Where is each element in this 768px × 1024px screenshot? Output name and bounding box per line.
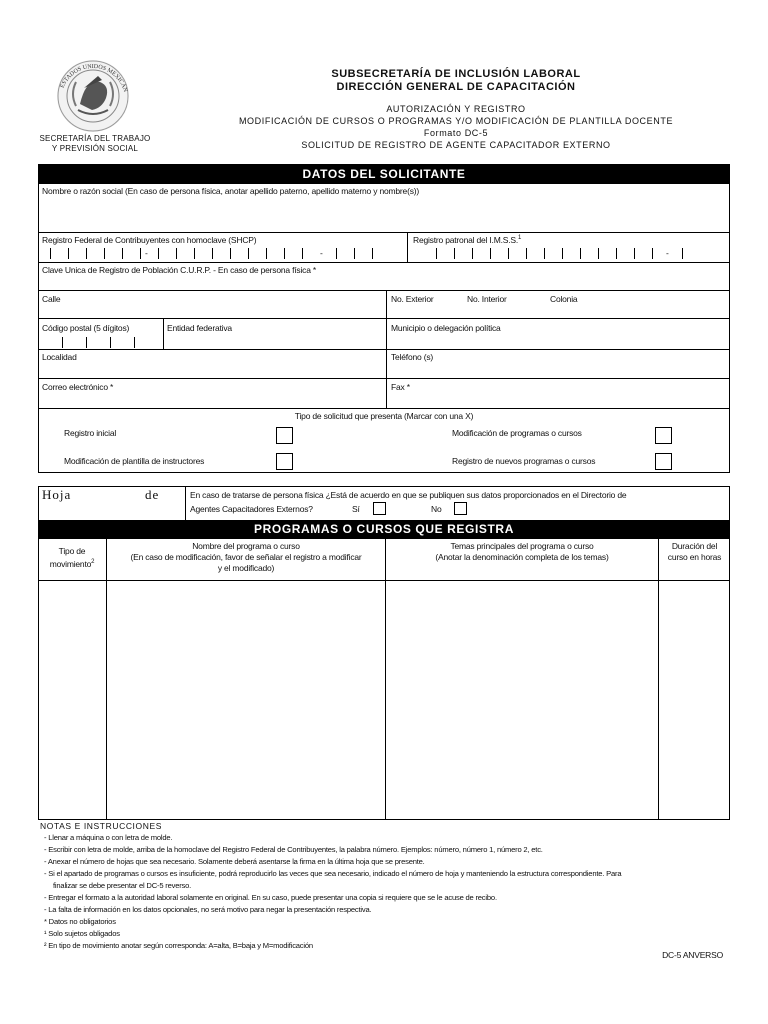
nombre-programa-header-line1: Nombre del programa o curso: [192, 541, 300, 551]
header-formato: Formato DC-5: [423, 128, 489, 138]
duracion-header-line1: Duración del: [671, 541, 718, 551]
divider: [38, 318, 730, 319]
nombre-programa-header-line3: y el modificado): [217, 563, 275, 573]
divider: [38, 262, 730, 263]
registro-inicial-checkbox[interactable]: [276, 427, 293, 444]
rfc-dash-2: -: [320, 248, 323, 258]
nota-item: - La falta de información en los datos opcionales, no será motivo para negar la presentación respectiva.: [44, 905, 372, 914]
nota-item: ¹ Solo sujetos obligados: [44, 929, 120, 938]
no-checkbox[interactable]: [454, 502, 467, 515]
imss-footnote: 1: [518, 235, 522, 242]
imss-dash: -: [666, 248, 669, 258]
divider: [38, 378, 730, 379]
agency-name-text: SECRETARÍA DEL TRABAJO Y PREVISIÓN SOCIAL: [39, 134, 151, 153]
si-checkbox[interactable]: [373, 502, 386, 515]
divider: [38, 349, 730, 350]
modificacion-programas-label: Modificación de programas o cursos: [452, 428, 582, 438]
header-solicitud: SOLICITUD DE REGISTRO DE AGENTE CAPACITADOR EXTERNO: [301, 140, 611, 150]
header-direccion: DIRECCIÓN GENERAL DE CAPACITACIÓN: [336, 81, 576, 93]
header-subsecretaria: SUBSECRETARÍA DE INCLUSIÓN LABORAL: [331, 68, 581, 80]
calle-field[interactable]: [38, 304, 386, 318]
rfc-field[interactable]: [38, 245, 408, 262]
imss-label-text: Registro patronal del I.M.S.S.: [413, 235, 519, 245]
publicar-question-line1: En caso de tratarse de persona física ¿Está de acuerdo en que se publiquen sus datos proporcionados en el Directorio de: [190, 490, 627, 500]
mexican-seal-logo: [40, 58, 146, 134]
telefono-label: Teléfono (s): [391, 352, 434, 362]
nuevos-programas-label: Registro de nuevos programas o cursos: [452, 456, 596, 466]
no-interior-label: No. Interior: [467, 294, 507, 304]
nombre-programa-header-line2: (En caso de modificación, favor de señalar el registro a modificar: [130, 552, 362, 562]
entidad-label: Entidad federativa: [167, 323, 232, 333]
curp-field[interactable]: [38, 275, 730, 290]
duracion-header-line2: curso en horas: [667, 552, 722, 562]
header-modificacion: MODIFICACIÓN DE CURSOS O PROGRAMAS Y/O MODIFICACIÓN DE PLANTILLA DOCENTE: [238, 116, 674, 126]
codigo-postal-field[interactable]: [38, 333, 163, 349]
no-label: No: [431, 504, 442, 514]
entidad-field[interactable]: [164, 333, 386, 349]
modificacion-programas-checkbox[interactable]: [655, 427, 672, 444]
nota-item: - Escribir con letra de molde, arriba de la homoclave del Registro Federal de Contribuyentes, la palabra número. Ejemplos: número, número 1, número 2, etc.: [44, 845, 543, 854]
divider: [38, 408, 730, 409]
nombre-programa-cell[interactable]: [107, 581, 385, 819]
tipo-movimiento-footnote: 2: [91, 559, 95, 565]
nombre-programa-header: [107, 541, 385, 574]
footer-form-id: DC-5 ANVERSO: [662, 950, 723, 960]
modificacion-plantilla-label: Modificación de plantilla de instructores: [64, 456, 205, 466]
temas-header-line2: (Anotar la denominación completa de los temas): [435, 552, 609, 562]
nombre-label: Nombre o razón social (En caso de persona física, anotar apellido paterno, apellido materno y nombre(s)): [42, 186, 420, 196]
tipo-movimiento-header: [38, 546, 106, 570]
section-title-solicitante: DATOS DEL SOLICITANTE: [38, 164, 730, 184]
nota-item: ² En tipo de movimiento anotar según corresponda: A=alta, B=baja y M=modificación: [44, 941, 313, 950]
imss-field[interactable]: [408, 245, 730, 262]
publicar-question-line2: Agentes Capacitadores Externos?: [190, 504, 313, 514]
tipo-movimiento-header-line1: Tipo de: [58, 546, 86, 556]
localidad-label: Localidad: [42, 352, 77, 362]
rfc-label: Registro Federal de Contribuyentes con homoclave (SHCP): [42, 235, 257, 245]
imss-label: [413, 235, 521, 245]
municipio-label: Municipio o delegación política: [391, 323, 501, 333]
rfc-dash-1: -: [145, 248, 148, 258]
duracion-header: [659, 541, 730, 563]
no-exterior-label: No. Exterior: [391, 294, 434, 304]
codigo-postal-label: Código postal (5 dígitos): [42, 323, 130, 333]
temas-cell[interactable]: [386, 581, 658, 819]
temas-header: [386, 541, 658, 563]
fax-field[interactable]: [387, 392, 730, 408]
nuevos-programas-checkbox[interactable]: [655, 453, 672, 470]
section-title-programas: PROGRAMAS O CURSOS QUE REGISTRA: [38, 520, 730, 539]
seal-inscription: ESTADOS UNIDOS MEXICAN: [59, 63, 128, 93]
calle-label: Calle: [42, 294, 61, 304]
notas-instrucciones: [40, 820, 730, 952]
duracion-cell[interactable]: [659, 581, 729, 819]
tipo-movimiento-header-text: movimiento: [49, 558, 92, 569]
localidad-field[interactable]: [38, 362, 386, 378]
tipo-movimiento-cell[interactable]: [39, 581, 106, 819]
nota-item: - Llenar a máquina o con letra de molde.: [44, 833, 173, 842]
municipio-field[interactable]: [387, 333, 730, 349]
tipo-movimiento-header-line2: [38, 557, 106, 570]
colonia-label: Colonia: [550, 294, 578, 304]
nota-item: finalizar se debe presentar el DC-5 reverso.: [53, 881, 192, 890]
nota-item: - Anexar el número de hojas que sea necesario. Solamente deberá asentarse la firma en la última hoja que se presente.: [44, 857, 425, 866]
nota-item: - Entregar el formato a la autoridad laboral solamente en original. En su caso, puede presentar una copia si requiere que se le acuse de recibo.: [44, 893, 497, 902]
agency-name: [30, 134, 160, 154]
divider: [38, 290, 730, 291]
curp-label: Clave Unica de Registro de Población C.U.R.P. - En caso de persona física *: [42, 265, 316, 275]
correo-field[interactable]: [38, 392, 386, 408]
notas-title: NOTAS E INSTRUCCIONES: [40, 821, 163, 831]
correo-label: Correo electrónico *: [42, 382, 114, 392]
hoja-number-field[interactable]: [75, 488, 137, 502]
divider: [185, 486, 186, 520]
nota-item: - Si el apartado de programas o cursos es insuficiente, podrá reproducirlo las veces que sea necesario, indicado el número de hoja y manteniendo la estructura correspondiente. Para: [44, 869, 622, 878]
hoja-label: Hoja: [42, 487, 72, 502]
nota-item: * Datos no obligatorios: [44, 917, 116, 926]
si-label: Sí: [352, 504, 360, 514]
temas-header-line1: Temas principales del programa o curso: [450, 541, 594, 551]
registro-inicial-label: Registro inicial: [64, 428, 117, 438]
telefono-field[interactable]: [387, 362, 730, 378]
divider: [38, 232, 730, 233]
tipo-solicitud-title: Tipo de solicitud que presenta (Marcar con una X): [294, 411, 474, 421]
fax-label: Fax *: [391, 382, 410, 392]
header-autorizacion: AUTORIZACIÓN Y REGISTRO: [386, 104, 526, 114]
modificacion-plantilla-checkbox[interactable]: [276, 453, 293, 470]
de-label: de: [145, 487, 160, 502]
numero-colonia-field[interactable]: [387, 304, 730, 318]
nombre-field[interactable]: [38, 196, 730, 232]
